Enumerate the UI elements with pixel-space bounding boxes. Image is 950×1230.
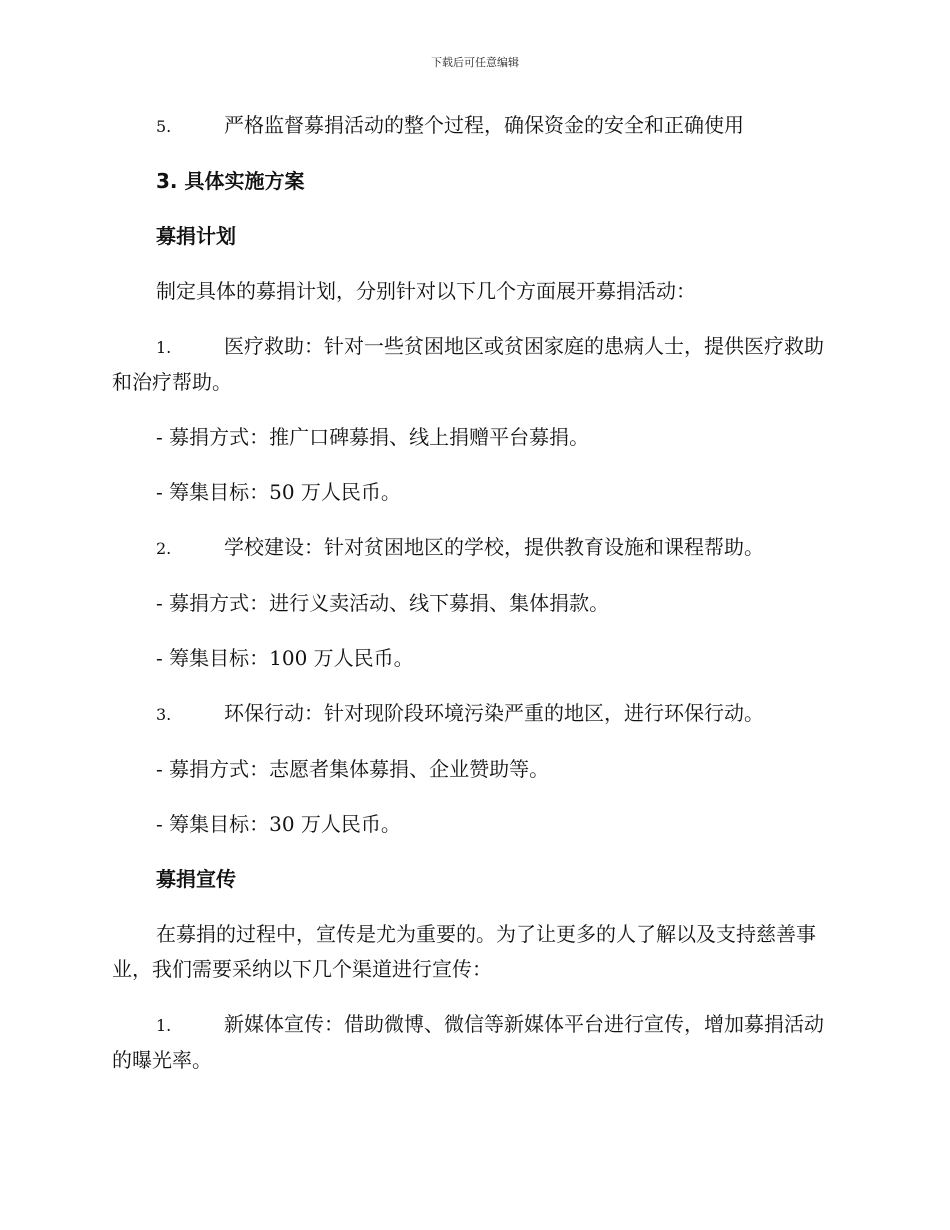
paragraph: 在募捐的过程中，宣传是尤为重要的。为了让更多的人了解以及支持慈善事业，我们需要采纳以下几个渠道进行宣传： [112, 922, 816, 981]
list-text: 学校建设：针对贫困地区的学校，提供教育设施和课程帮助。 [224, 535, 764, 559]
method-line: - 募捐方式：进行义卖活动、线下募捐、集体捐款。 [156, 591, 610, 615]
subsection-heading-promo: 募捐宣传 [156, 867, 236, 891]
document-body [112, 108, 836, 1098]
list-number: 1. [156, 1016, 172, 1035]
paragraph: 制定具体的募捐计划，分别针对以下几个方面展开募捐活动： [156, 279, 696, 303]
list-number: 5. [156, 117, 172, 136]
target-line: - 筹集目标：100 万人民币。 [156, 646, 414, 670]
list-item [112, 1007, 836, 1078]
method-line: - 募捐方式：志愿者集体募捐、企业赞助等。 [156, 757, 550, 781]
target-line: - 筹集目标：50 万人民币。 [156, 480, 401, 504]
subsection-heading-plan: 募捐计划 [156, 224, 236, 248]
list-item [112, 530, 836, 566]
list-number: 1. [156, 338, 172, 357]
section-heading: 3. 具体实施方案 [156, 169, 305, 193]
list-number: 2. [156, 539, 172, 558]
page-header: 下载后可任意编辑 [431, 56, 519, 69]
list-item [112, 696, 836, 732]
list-text: 严格监督募捐活动的整个过程，确保资金的安全和正确使用 [224, 113, 744, 137]
list-item [112, 329, 836, 400]
list-number: 3. [156, 705, 172, 724]
list-text: 医疗救助：针对一些贫困地区或贫困家庭的患病人士，提供医疗救助和治疗帮助。 [112, 334, 824, 394]
list-text: 新媒体宣传：借助微博、微信等新媒体平台进行宣传，增加募捐活动的曝光率。 [112, 1012, 824, 1072]
list-item [112, 108, 836, 144]
method-line: - 募捐方式：推广口碑募捐、线上捐赠平台募捐。 [156, 425, 590, 449]
target-line: - 筹集目标：30 万人民币。 [156, 812, 401, 836]
list-text: 环保行动：针对现阶段环境污染严重的地区，进行环保行动。 [224, 701, 764, 725]
